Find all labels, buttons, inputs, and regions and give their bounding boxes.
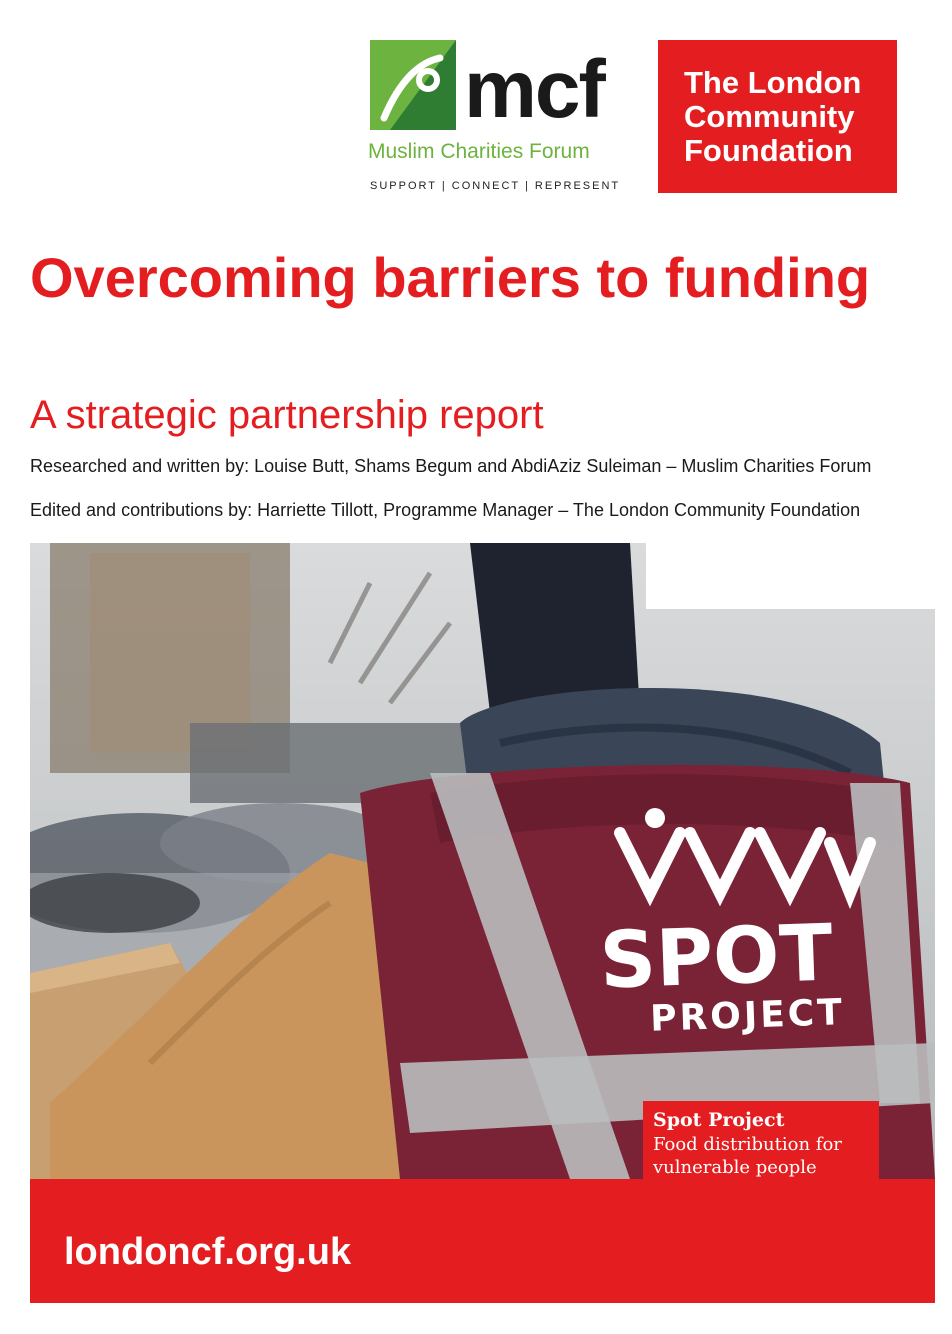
researched-by: Researched and written by: Louise Butt, Shams Begum and AbdiAziz Suleiman – Muslim Charities Forum — [30, 456, 872, 476]
report-title: Overcoming barriers to funding — [30, 246, 871, 309]
cover-photo — [30, 543, 935, 1179]
caption-text — [653, 1133, 842, 1179]
mcf-tagline: SUPPORT | CONNECT | REPRESENT — [370, 180, 621, 192]
report-subtitle: A strategic partnership report — [30, 393, 544, 437]
mcf-logo — [368, 40, 628, 200]
caption-title: Spot Project — [653, 1109, 785, 1131]
footer-url-link[interactable]: londoncf.org.uk — [64, 1231, 352, 1273]
caption-line-1: Food distribution for — [653, 1134, 842, 1155]
footer-banner — [30, 1179, 935, 1303]
lcf-logo — [658, 40, 897, 193]
lcf-logo-line-2: Community — [684, 99, 855, 134]
lcf-logo-line-1: The London — [684, 65, 862, 100]
lcf-logo-line-3: Foundation — [684, 133, 853, 168]
photo-caption — [643, 1101, 879, 1179]
vest-text-sub: PROJECT — [649, 992, 846, 1040]
cover-photo-illustration — [30, 543, 935, 1179]
vest-text-main: SPOT — [598, 908, 835, 1007]
mcf-wordmark: mcf — [464, 44, 604, 135]
mcf-mark-icon — [370, 40, 456, 130]
photo-notch — [646, 543, 935, 609]
edited-by: Edited and contributions by: Harriette Tillott, Programme Manager – The London Community Foundation — [30, 500, 861, 520]
mcf-full-name: Muslim Charities Forum — [368, 140, 590, 163]
caption-line-2: vulnerable people — [653, 1157, 817, 1178]
